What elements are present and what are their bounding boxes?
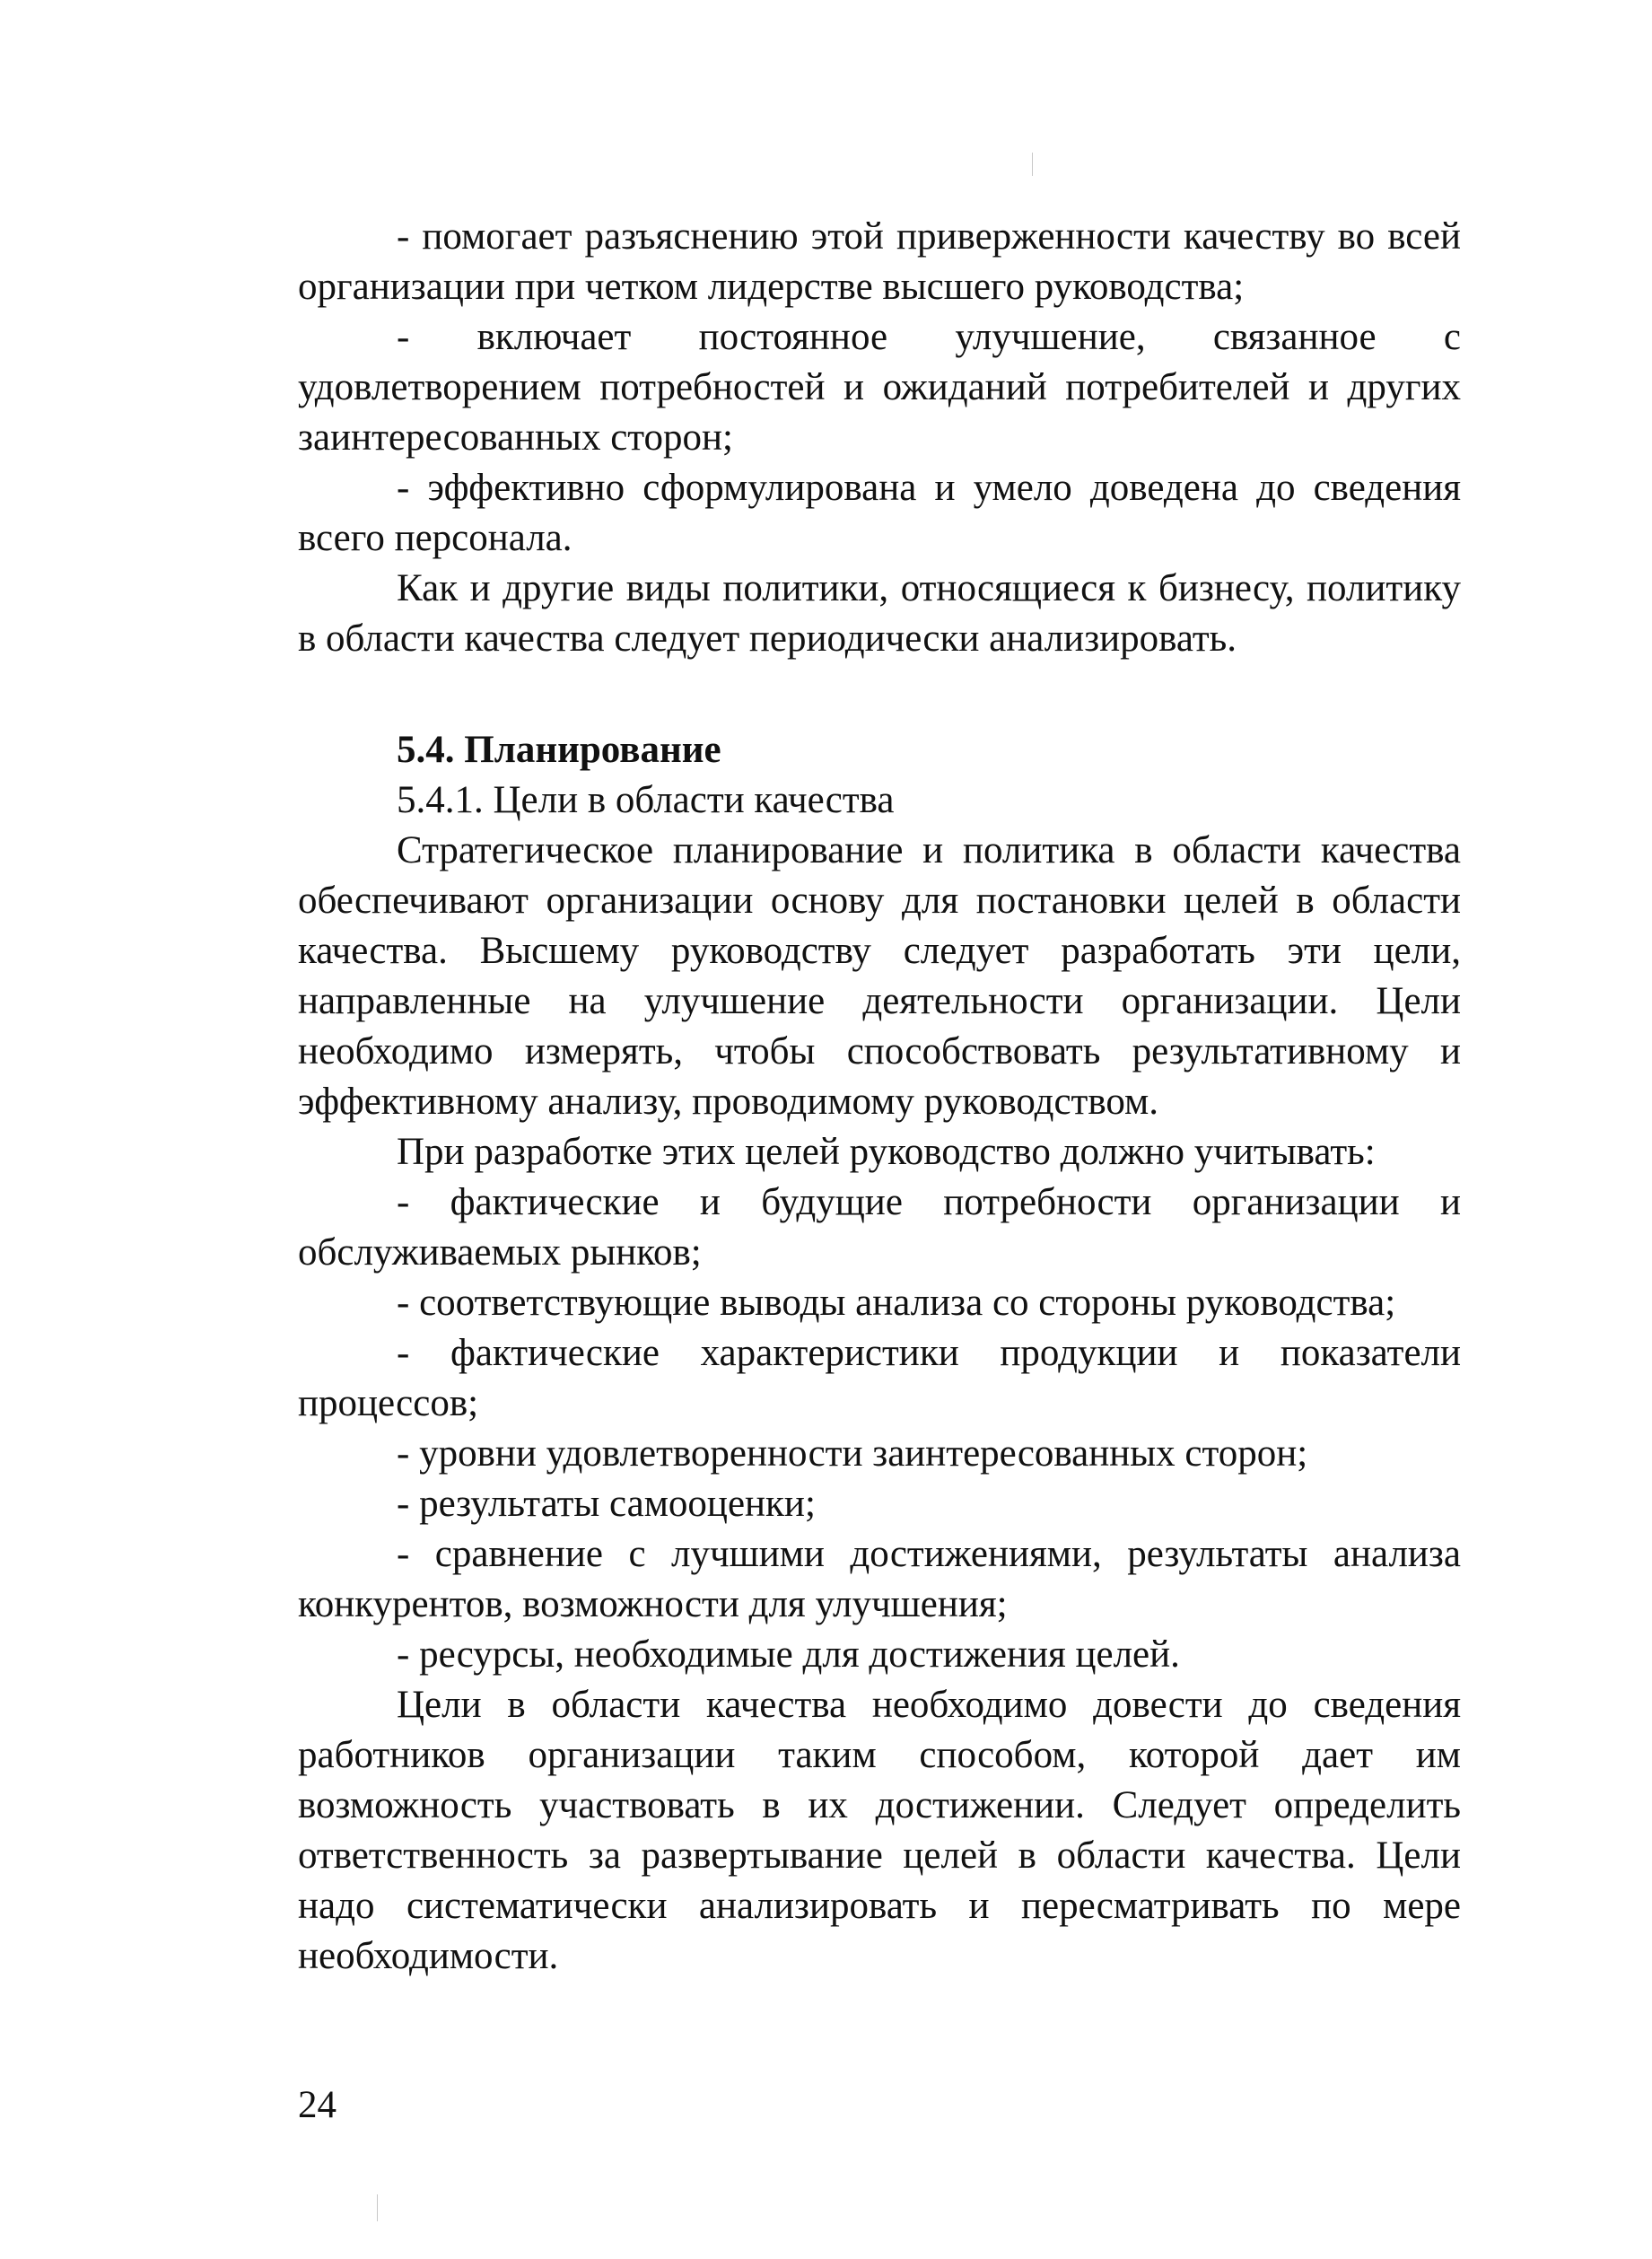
paragraph: Стратегическое планирование и политика в области качества обеспечивают организации основу для постановки целей в области качества. Высшему руководству следует разработать эти цели, направленные на улучшение деятельности организации. Цели необходимо измерять, чтобы способствовать результативному и эффективному анализу, проводимому руководством. (298, 829, 1461, 1123)
list-item: - фактические и будущие потребности организации и обслуживаемых рынков; (298, 1181, 1461, 1274)
subsection-heading: 5.4.1. Цели в области качества (397, 779, 895, 821)
list-item: - сравнение с лучшими достижениями, результаты анализа конкурентов, возможности для улучшения; (298, 1533, 1461, 1625)
paragraph: При разработке этих целей руководство должно учитывать: (397, 1131, 1376, 1173)
scan-speck (1032, 153, 1033, 176)
list-item: - фактические характеристики продукции и показатели процессов; (298, 1332, 1461, 1424)
page-number: 24 (298, 2084, 337, 2126)
paragraph: - включает постоянное улучшение, связанное с удовлетворением потребностей и ожиданий потребителей и других заинтересованных сторон; (298, 316, 1461, 459)
list-item: - ресурсы, необходимые для достижения целей. (397, 1633, 1180, 1676)
paragraph: - помогает разъяснению этой приверженности качеству во всей организации при четком лидерстве высшего руководства; (298, 215, 1461, 308)
paragraph: - эффективно сформулирована и умело доведена до сведения всего персонала. (298, 467, 1461, 559)
list-item: - уровни удовлетворенности заинтересованных сторон; (397, 1432, 1308, 1475)
paragraph: Цели в области качества необходимо довести до сведения работников организации таким способом, которой дает им возможность участвовать в их достижении. Следует определить ответственность за развертывание целей в области качества. Цели надо систематически анализировать и пересматривать по мере необходимости. (298, 1684, 1461, 1977)
text-column (298, 212, 1461, 1982)
scan-speck (377, 2194, 378, 2221)
paragraph: Как и другие виды политики, относящиеся к бизнесу, политику в области качества следует периодически анализировать. (298, 567, 1461, 660)
list-item: - соответствующие выводы анализа со стороны руководства; (397, 1282, 1396, 1324)
list-item: - результаты самооценки; (397, 1483, 816, 1525)
section-heading: 5.4. Планирование (397, 729, 721, 771)
